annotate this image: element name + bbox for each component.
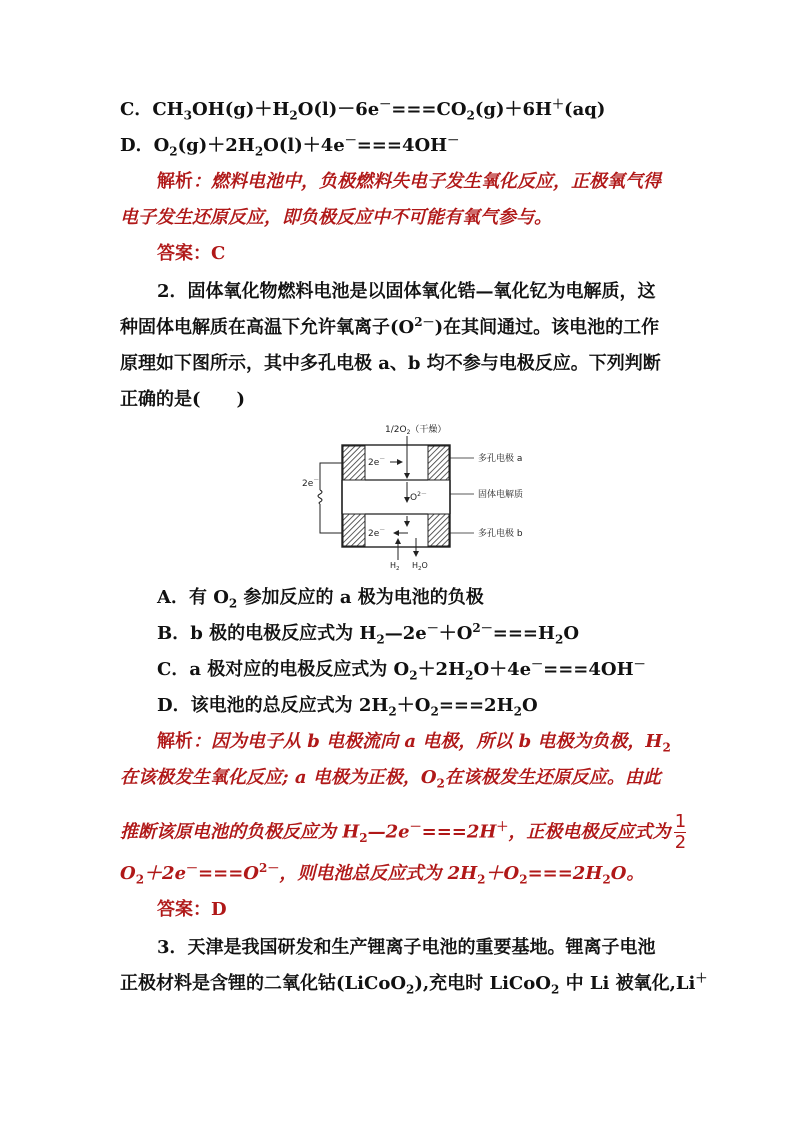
fuel-cell-diagram xyxy=(290,420,540,570)
q2-stem-line-1: 2．固体氧化物燃料电池是以固体氧化锆—氧化钇为电解质，这 xyxy=(157,281,656,302)
label-electrode-b: 多孔电极 b xyxy=(478,529,523,539)
q2-analysis-line-1: 解析：因为电子从 b 电极流向 a 电极，所以 b 电极为负极，$H_2$ xyxy=(157,731,671,755)
q3-stem-line-2: 正极材料是含锂的二氧化钴(LiCoO$_2$),充电时 LiCoO$_2$ 中 Li 被氧化,Li＋ xyxy=(120,971,708,997)
fraction-one-half: $\frac{1}{2}$ xyxy=(674,811,687,853)
q2-option-a[interactable]: A．有 $O_2$ 参加反应的 a 极为电池的负极 xyxy=(157,587,484,611)
q2-option-c[interactable]: C．a 极对应的电极反应式为 $O_2+2H_2O+4e^-===4OH^-$ xyxy=(157,657,646,683)
q1-analysis-line-1: 解析：燃料电池中，负极燃料失电子发生氧化反应，正极氧气得 xyxy=(157,171,661,192)
oxide-ion-label: $O^{2-}$ xyxy=(410,491,427,503)
electron-label-bottom: 2e－ xyxy=(368,527,386,539)
electron-label-top: 2e－ xyxy=(368,456,386,468)
label-solid-electrolyte: 固体电解质 xyxy=(478,490,524,500)
electron-label-external: 2e－ xyxy=(302,477,320,489)
q1-option-c[interactable]: C．$CH_3OH(g)+H_2O(l)-6e^-===CO_2(g)+6H^+(aq)$ xyxy=(120,97,606,123)
external-resistor xyxy=(318,490,322,504)
q2-stem-line-3: 原理如下图所示，其中多孔电极 a、b 均不参与电极反应。下列判断 xyxy=(120,353,661,374)
electrode-b-right xyxy=(428,514,449,546)
electrode-a-right xyxy=(428,446,449,480)
electrode-b-left xyxy=(343,514,365,546)
q1-option-d[interactable]: D．$O_2(g)+2H_2O(l)+4e^-===4OH^-$ xyxy=(120,133,460,159)
label-electrode-a: 多孔电极 a xyxy=(478,454,523,464)
h2o-label: $H_2O$ xyxy=(412,561,428,570)
electrode-a-left xyxy=(343,446,365,480)
q2-analysis-line-4: $O_2+2e^-===O^{2-}$，则电池总反应式为 $2H_2+O_2===2H_2O$。 xyxy=(120,861,645,887)
h2-label: $H_2$ xyxy=(390,561,400,570)
q2-answer: 答案：D xyxy=(157,899,227,920)
q2-stem-line-4: 正确的是( ) xyxy=(120,389,246,410)
o2-dry-label: $1/2O_2$（干燥） xyxy=(385,425,447,436)
q1-analysis-line-2: 电子发生还原反应，即负极反应中不可能有氧气参与。 xyxy=(120,207,552,228)
q1-answer: 答案：C xyxy=(157,243,226,264)
q3-stem-line-1: 3．天津是我国研发和生产锂离子电池的重要基地。锂离子电池 xyxy=(157,937,656,958)
q2-option-b[interactable]: B．b 极的电极反应式为 $H_2—2e^-+O^{2-}===H_2O$ xyxy=(157,621,580,647)
q2-stem-line-2: 种固体电解质在高温下允许氧离子$(O^{2-})$在其间通过。该电池的工作 xyxy=(120,315,660,338)
q2-option-d[interactable]: D．该电池的总反应式为 $2H_2+O_2===2H_2O$ xyxy=(157,695,538,719)
q2-analysis-line-3: 推断该原电池的负极反应为 $H_2—2e^-===2H^+$，正极电极反应式为 $\frac{1}{2}$ xyxy=(120,811,687,853)
q2-analysis-line-2: 在该极发生氧化反应; a 电极为正极，$O_2$在该极发生还原反应。由此 xyxy=(120,767,661,791)
